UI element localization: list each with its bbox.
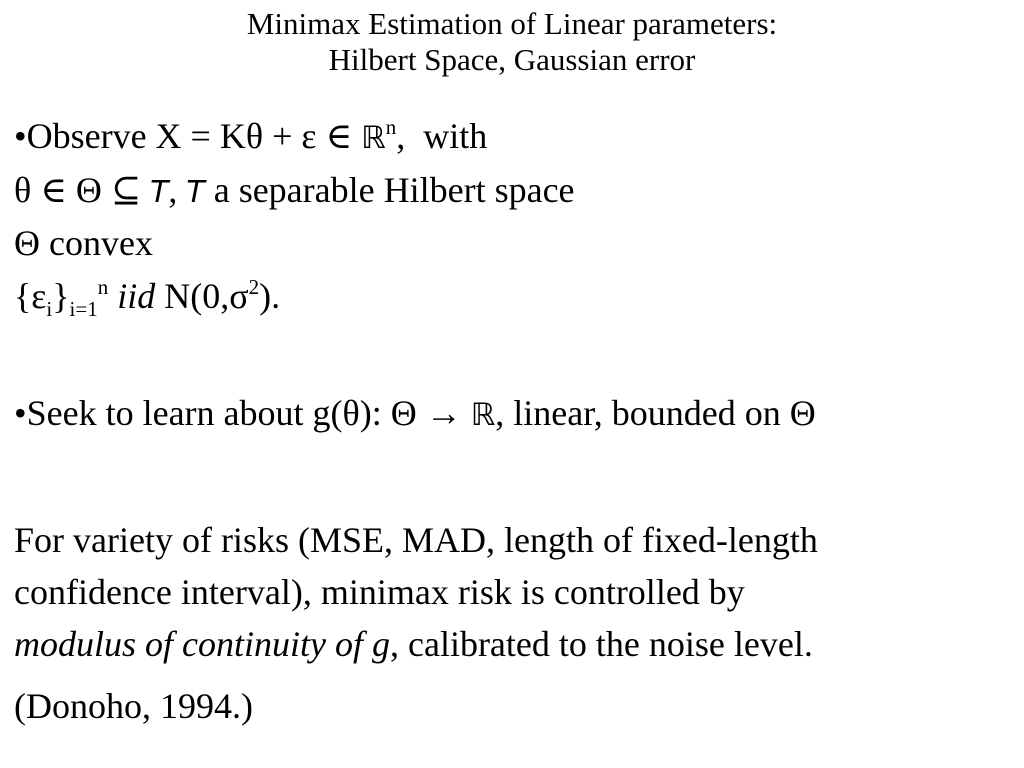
seek-text: •Seek to learn about g(θ): Θ → — [14, 393, 471, 433]
modulus-italic-text: modulus of continuity of g — [14, 624, 390, 664]
title-line-1: Minimax Estimation of Linear parameters: — [246, 6, 778, 41]
observe-line — [14, 116, 487, 158]
index-range: i=1 — [69, 297, 98, 321]
with-text: with — [423, 116, 488, 156]
epsilon-index: i — [46, 297, 53, 321]
theta-membership-text: θ ∈ Θ ⊆ — [14, 170, 151, 210]
paragraph-line-2: confidence interval), minimax risk is controlled by — [14, 572, 745, 612]
noise-line — [14, 275, 281, 321]
reals-symbol-2: ℝ — [470, 397, 496, 433]
reals-symbol: ℝ — [361, 120, 386, 156]
theta-separator: , — [168, 170, 187, 210]
hilbert-space-text: a separable Hilbert space — [204, 170, 575, 210]
normal-dist-text: N(0,σ — [155, 276, 249, 316]
hilbert-space-symbol-1: T — [150, 175, 169, 210]
title-line-2: Hilbert Space, Gaussian error — [328, 42, 696, 77]
seek-line — [14, 393, 816, 435]
theta-line — [14, 170, 575, 213]
epsilon-open: {ε — [14, 276, 47, 316]
index-upper: n — [97, 275, 109, 299]
paragraph-line-3 — [14, 624, 813, 664]
convex-line: Θ convex — [14, 223, 153, 263]
observe-comma: , — [396, 116, 406, 156]
seek-suffix: , linear, bounded on Θ — [495, 393, 816, 433]
hilbert-space-symbol-2: T — [186, 175, 205, 210]
epsilon-close: } — [52, 276, 70, 316]
paragraph-line-3-rest: , calibrated to the noise level. — [389, 624, 813, 664]
iid-text: iid — [117, 276, 156, 316]
variance-exponent: 2 — [248, 275, 260, 299]
normal-dist-close: ). — [259, 276, 281, 316]
paragraph-line-1: For variety of risks (MSE, MAD, length of fixed-length — [14, 520, 818, 560]
citation: (Donoho, 1994.) — [14, 686, 253, 726]
observe-text: •Observe X = Kθ + ε ∈ — [14, 116, 362, 156]
dimension-superscript: n — [385, 115, 397, 139]
slide-title — [0, 6, 1024, 78]
